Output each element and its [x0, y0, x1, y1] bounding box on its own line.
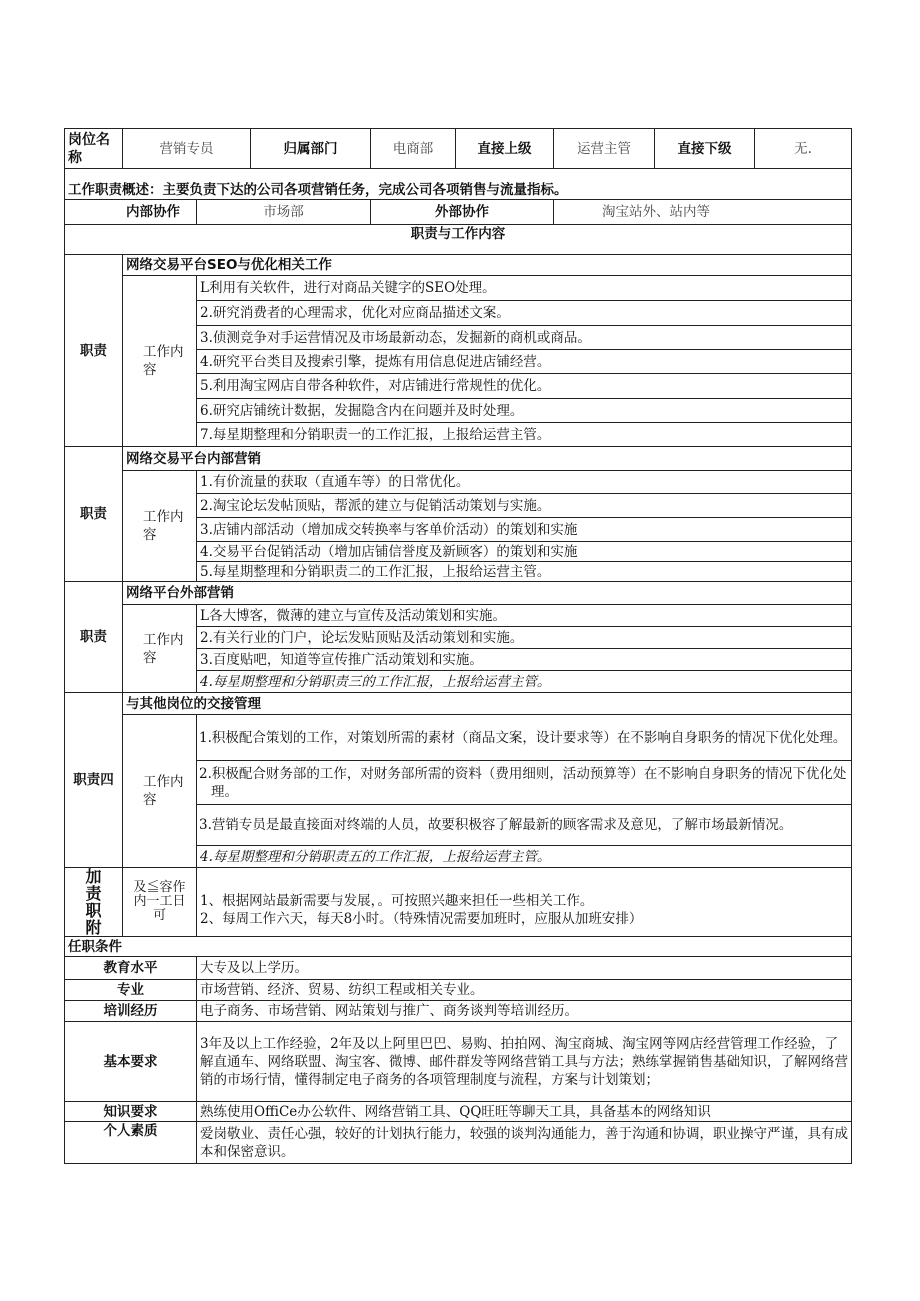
internal-coop-label: 内部协作 — [65, 200, 197, 225]
duty-2-item: 1.有价流量的获取（直通车等）的日常优化。 — [197, 471, 852, 494]
subordinate-value: 无. — [755, 129, 852, 169]
duty-1-item: 6.研究店铺统计数据，发掘隐含内在问题并及时处理。 — [197, 399, 852, 423]
duty-1-item-row — [65, 276, 852, 301]
position-value: 营销专员 — [123, 129, 251, 169]
duty-1-item: 3.侦测竞争对手运营情况及市场最新动态，发掘新的商机或商品。 — [197, 326, 852, 350]
extra-duty-item: 2、每周工作六天，每天8小时。（特殊情况需要加班时，应服从加班安排） — [200, 911, 643, 927]
qualification-row — [65, 1022, 852, 1102]
duty-2-item: 2.淘宝论坛发帖顶贴，帮派的建立与促销活动策划与实施。 — [197, 494, 852, 518]
duty-3-item: L各大博客，微薄的建立与宣传及活动策划和实施。 — [197, 605, 852, 627]
qualifications-heading-row — [65, 937, 852, 957]
qualification-label: 基本要求 — [65, 1022, 197, 1102]
duty-4-content-label: 工作内容 — [123, 715, 197, 868]
duty-3-item: 3.百度贴吧，知道等宣传推广活动策划和实施。 — [197, 649, 852, 671]
qualification-value: 市场营销、经济、贸易、纺织工程或相关专业。 — [197, 980, 852, 1001]
duty-1-title: 网络交易平台SEO与优化相关工作 — [123, 255, 852, 276]
duty-2-item-row — [65, 471, 852, 494]
position-label: 岗位名称 — [65, 129, 123, 169]
duty-1-item: 5.利用淘宝网店自带各种软件，对店铺进行常规性的优化。 — [197, 374, 852, 399]
duty-4-item: 3.营销专员是最直接面对终端的人员，故要积极容了解最新的顾客需求及意见，了解市场最新情况。 — [197, 805, 852, 846]
duty-2-label: 职责 — [65, 447, 123, 582]
qualification-row — [65, 1102, 852, 1122]
duties-heading: 职责与工作内容 — [65, 225, 852, 255]
duty-3-item: 2.有关行业的门户，论坛发贴顶贴及活动策划和实施。 — [197, 627, 852, 649]
cooperation-row — [65, 200, 852, 225]
qualifications-heading: 任职条件 — [65, 937, 852, 957]
qualification-label: 培训经历 — [65, 1001, 197, 1022]
qualification-value: 爱岗敬业、责任心强，较好的计划执行能力，较强的谈判沟通能力，善于沟通和协调，职业操守严谨，具有成本和保密意识。 — [197, 1122, 852, 1164]
extra-duty-row — [65, 868, 852, 937]
dept-value: 电商部 — [371, 129, 456, 169]
duty-1-label: 职责 — [65, 255, 123, 447]
external-coop-label: 外部协作 — [371, 200, 554, 225]
qualification-value: 大专及以上学历。 — [197, 957, 852, 980]
duty-4-label: 职责四 — [65, 693, 123, 868]
job-description-table — [64, 128, 852, 1164]
duty-3-title-row — [65, 582, 852, 605]
duty-4-title: 与其他岗位的交接管理 — [123, 693, 852, 715]
duty-2-content-label: 工作内容 — [123, 471, 197, 582]
duty-1-item: 2.研究消费者的心理需求，优化对应商品描述文案。 — [197, 301, 852, 326]
duty-4-item: 4.每星期整理和分销职责五的工作汇报，上报给运营主管。 — [197, 846, 852, 868]
qualification-value: 3年及以上工作经验，2年及以上阿里巴巴、易购、拍拍网、淘宝商城、淘宝网等网店经营管理工作经验，了解直通车、网络联盟、淘宝客、微博、邮件群发等网络营销工具与方法；熟练掌握销售基础知识，了解网络营销的市场行情，懂得制定电子商务的各项管理制度与流程，方案与计划策划； — [197, 1022, 852, 1102]
superior-value: 运营主管 — [554, 129, 655, 169]
duty-1-title-row — [65, 255, 852, 276]
extra-duty-label — [65, 868, 123, 937]
duty-3-item: 4.每星期整理和分销职责三的工作汇报，上报给运营主管。 — [197, 671, 852, 693]
duty-3-item-row — [65, 605, 852, 627]
duty-2-title-row — [65, 447, 852, 471]
dept-label: 归属部门 — [251, 129, 371, 169]
extra-duty-item: 1、根据网站最新需要与发展，。可按照兴趣来担任一些相关工作。 — [200, 893, 594, 909]
extra-duty-sublabel — [123, 868, 197, 937]
extra-duty-content — [197, 868, 852, 937]
duty-2-item: 3.店铺内部活动（增加成交转换率与客单价活动）的策划和实施 — [197, 518, 852, 542]
duty-3-label: 职责 — [65, 582, 123, 693]
duty-2-title: 网络交易平台内部营销 — [123, 447, 852, 471]
extra-duty-label-text: 加责职附 — [85, 867, 102, 937]
duties-heading-row — [65, 225, 852, 255]
duty-1-item: L利用有关软件，进行对商品关键字的SEO处理。 — [197, 276, 852, 301]
duty-1-item: 4.研究平台类目及搜索引擎，提炼有用信息促进店铺经营。 — [197, 350, 852, 374]
job-description-document — [64, 128, 851, 1164]
header-row — [65, 129, 852, 169]
qualification-label: 知识要求 — [65, 1102, 197, 1122]
overview-text: 工作职责概述：主要负责下达的公司各项营销任务，完成公司各项销售与流量指标。 — [65, 169, 852, 200]
qualification-row — [65, 1122, 852, 1164]
duty-4-title-row — [65, 693, 852, 715]
superior-label: 直接上级 — [456, 129, 554, 169]
qualification-label: 教育水平 — [65, 957, 197, 980]
qualification-row — [65, 980, 852, 1001]
extra-duty-sublabel-text: 及≦容作 内一工日可 — [133, 880, 186, 923]
qualification-value: 电子商务、市场营销、网站策划与推广、商务谈判等培训经历。 — [197, 1001, 852, 1022]
qualification-row — [65, 1001, 852, 1022]
qualification-row — [65, 957, 852, 980]
qualification-label: 个人素质 — [65, 1122, 197, 1164]
duty-2-item: 4.交易平台促销活动（增加店铺信誉度及新顾客）的策划和实施 — [197, 542, 852, 562]
subordinate-label: 直接下级 — [655, 129, 755, 169]
duty-1-content-label: 工作内容 — [123, 276, 197, 447]
duty-1-item: 7.每星期整理和分销职责一的工作汇报，上报给运营主管。 — [197, 423, 852, 447]
duty-2-item: 5.每星期整理和分销职责二的工作汇报，上报给运营主管。 — [197, 562, 852, 582]
qualification-label: 专业 — [65, 980, 197, 1001]
external-coop-value: 淘宝站外、站内等 — [554, 200, 852, 225]
duty-3-title: 网络平台外部营销 — [123, 582, 852, 605]
duty-4-item: 2.积极配合财务部的工作，对财务部所需的资料（费用细则，活动预算等）在不影响自身职务的情况下优化处理。 — [197, 761, 852, 805]
duty-3-content-label: 工作内容 — [123, 605, 197, 693]
internal-coop-value: 市场部 — [197, 200, 371, 225]
qualification-value: 熟练使用OffiCe办公软件、网络营销工具、QQ旺旺等聊天工具，具备基本的网络知识 — [197, 1102, 852, 1122]
overview-row — [65, 169, 852, 200]
duty-4-item: 1.积极配合策划的工作，对策划所需的素材（商品文案，设计要求等）在不影响自身职务的情况下优化处理。 — [197, 715, 852, 761]
duty-4-item-row — [65, 715, 852, 761]
